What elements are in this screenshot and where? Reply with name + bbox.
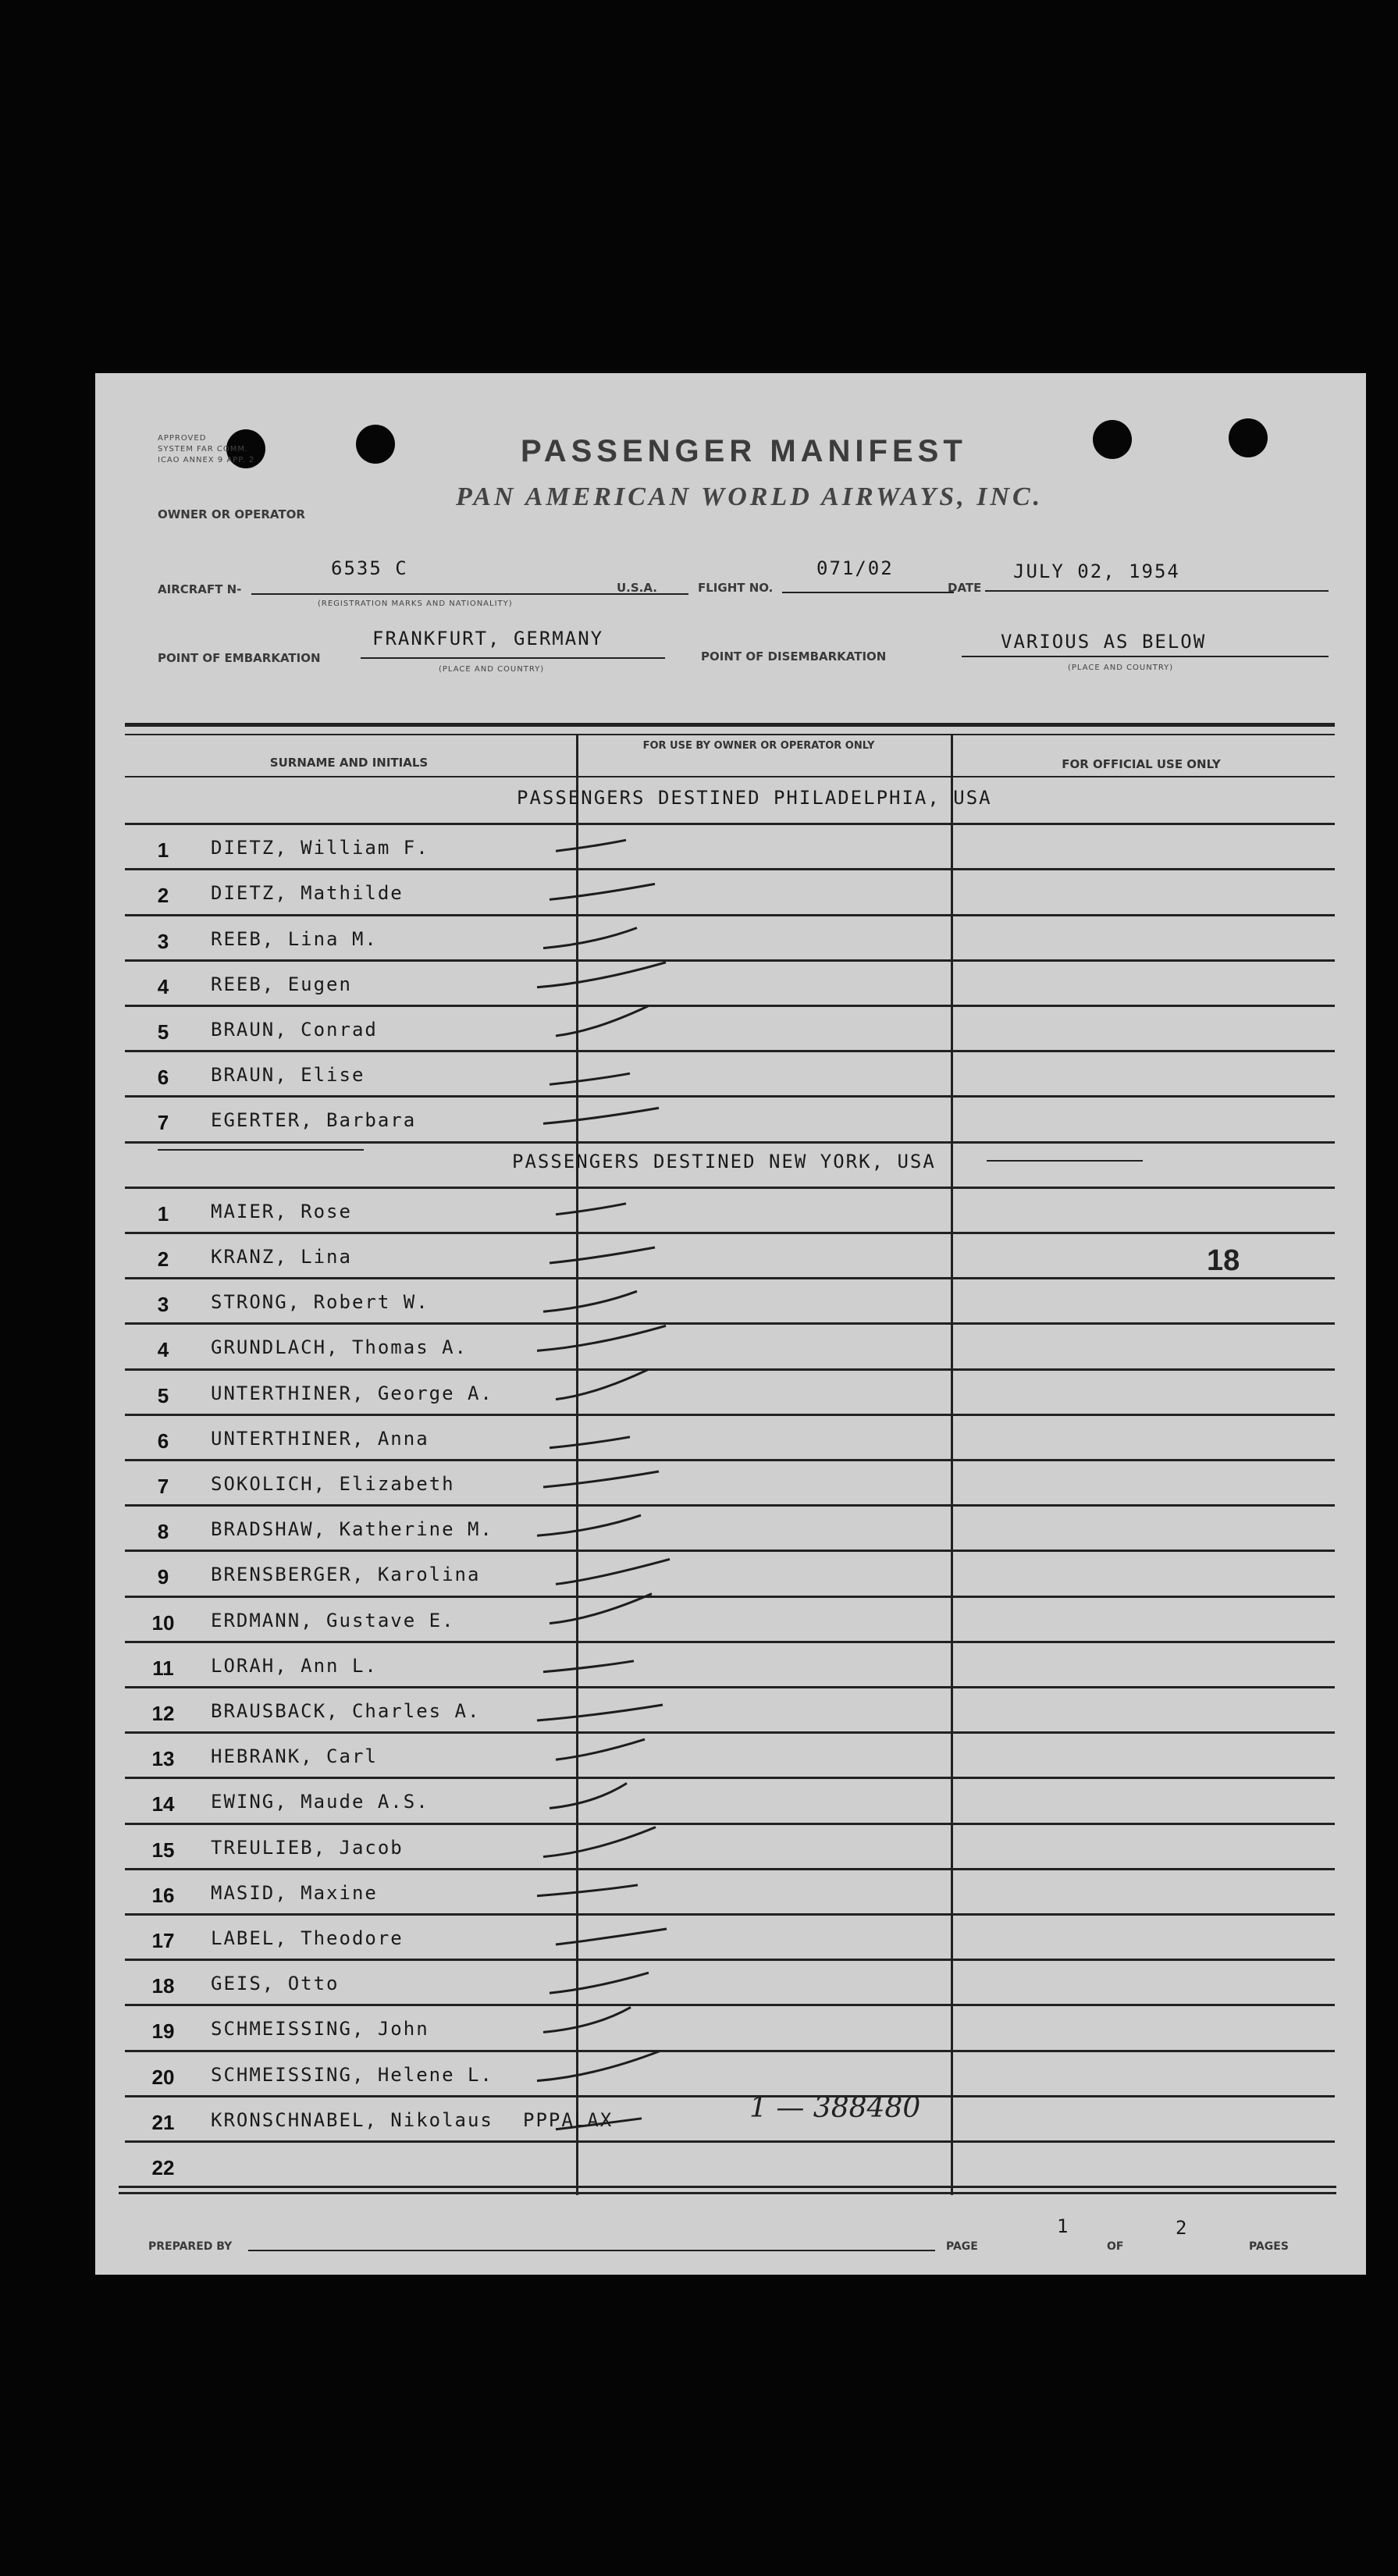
check-mark xyxy=(550,1783,627,1808)
row-number: 2 xyxy=(157,1247,169,1271)
row-number: 5 xyxy=(157,1020,169,1044)
aircraft-label: AIRCRAFT N- xyxy=(158,582,242,596)
passenger-name: KRANZ, Lina xyxy=(211,1246,352,1268)
passenger-name: BRADSHAW, Katherine M. xyxy=(211,1518,493,1541)
section-heading: PASSENGERS DESTINED PHILADELPHIA, USA xyxy=(517,787,992,809)
check-mark xyxy=(537,1885,638,1896)
passenger-note: PPPALAX xyxy=(523,2108,614,2131)
row-number: 17 xyxy=(151,1929,175,1952)
passenger-name: REEB, Lina M. xyxy=(211,927,378,950)
row-number: 1 xyxy=(157,1201,169,1226)
passenger-name: TREULIEB, Jacob xyxy=(211,1836,404,1859)
row-number: 10 xyxy=(151,1610,175,1635)
owner-label: OWNER OR OPERATOR xyxy=(158,507,305,521)
check-mark xyxy=(550,1594,652,1624)
passenger-name: MASID, Maxine xyxy=(211,1881,378,1904)
registration-note: (REGISTRATION MARKS AND NATIONALITY) xyxy=(318,600,513,608)
passenger-name: DIETZ, Mathilde xyxy=(211,882,404,905)
passenger-name: HEBRANK, Carl xyxy=(211,1745,378,1768)
passenger-name: KRONSCHNABEL, Nikolaus xyxy=(211,2108,493,2131)
approval-line-2: SYSTEM FAR COMM. xyxy=(158,445,249,454)
column-header-official-use: FOR OFFICIAL USE ONLY xyxy=(1062,757,1221,771)
check-mark xyxy=(537,1705,663,1720)
check-mark xyxy=(556,840,626,851)
check-mark xyxy=(550,1973,649,1993)
check-mark xyxy=(543,1291,637,1311)
check-mark xyxy=(556,1370,648,1400)
check-mark xyxy=(537,962,666,987)
row-number: 18 xyxy=(151,1974,175,1998)
passenger-name: MAIER, Rose xyxy=(211,1200,352,1222)
row-number: 8 xyxy=(157,1520,169,1544)
check-mark xyxy=(543,1661,634,1672)
disembark-label: POINT OF DISEMBARKATION xyxy=(701,649,887,664)
check-mark xyxy=(550,1247,655,1263)
row-number: 6 xyxy=(157,1066,169,1090)
table-bottom-rule xyxy=(119,2186,1336,2188)
embark-label: POINT OF EMBARKATION xyxy=(158,651,321,665)
row-number: 11 xyxy=(152,1656,174,1680)
passenger-name: ERDMANN, Gustave E. xyxy=(211,1609,455,1631)
passenger-name: BRAUSBACK, Charles A. xyxy=(211,1700,481,1722)
row-number: 4 xyxy=(157,1338,169,1362)
row-number: 13 xyxy=(151,1747,175,1771)
of-value: 2 xyxy=(1176,2217,1189,2239)
passenger-name: REEB, Eugen xyxy=(211,973,352,995)
row-number: 9 xyxy=(157,1565,169,1589)
prepared-by-line xyxy=(248,2250,935,2251)
usa-label: U.S.A. xyxy=(617,581,657,595)
row-number: 4 xyxy=(157,974,169,998)
manifest-sheet xyxy=(95,373,1366,2275)
passenger-name: BRAUN, Elise xyxy=(211,1064,365,1087)
passenger-name: GRUNDLACH, Thomas A. xyxy=(211,1336,468,1359)
check-mark xyxy=(543,2007,631,2032)
row-number: 12 xyxy=(151,1702,175,1725)
page-value: 1 xyxy=(1057,2215,1070,2237)
check-marks xyxy=(95,373,1366,2275)
check-mark xyxy=(556,1929,667,1944)
check-mark xyxy=(556,2119,642,2129)
row-number: 7 xyxy=(157,1475,169,1498)
passenger-name: LORAH, Ann L. xyxy=(211,1654,378,1677)
aircraft-value: 6535 C xyxy=(331,557,408,579)
passenger-name: BRENSBERGER, Karolina xyxy=(211,1564,481,1586)
airline-name: PAN AMERICAN WORLD AIRWAYS, INC. xyxy=(456,482,1044,511)
column-header-surname: SURNAME AND INITIALS xyxy=(269,756,429,770)
embark-note: (PLACE AND COUNTRY) xyxy=(439,665,545,674)
handwritten-row21-note: 1 — 388480 xyxy=(749,2092,921,2124)
passenger-name: STRONG, Robert W. xyxy=(211,1291,429,1314)
row-number: 3 xyxy=(157,1293,169,1317)
passenger-name: SOKOLICH, Elizabeth xyxy=(211,1473,455,1495)
approval-line-1: APPROVED xyxy=(158,434,207,443)
row-number: 2 xyxy=(157,884,169,908)
flight-value: 071/02 xyxy=(816,557,894,579)
table-bottom-rule-2 xyxy=(119,2192,1336,2194)
date-label: DATE xyxy=(948,581,982,595)
passenger-name: UNTERTHINER, Anna xyxy=(211,1427,429,1450)
row-number: 3 xyxy=(157,929,169,953)
embark-value: FRANKFURT, GERMANY xyxy=(372,628,604,649)
row-number: 22 xyxy=(151,2156,175,2179)
of-label: OF xyxy=(1107,2240,1124,2253)
check-mark xyxy=(537,2051,660,2081)
row-number: 6 xyxy=(157,1429,169,1453)
passenger-name: UNTERTHINER, George A. xyxy=(211,1382,493,1404)
disembark-value: VARIOUS AS BELOW xyxy=(1001,631,1207,653)
approval-line-3: ICAO ANNEX 9 APP. 2 xyxy=(158,456,255,464)
check-mark xyxy=(543,1471,659,1487)
row-number: 21 xyxy=(151,2110,175,2134)
check-mark xyxy=(543,1827,656,1857)
row-number: 7 xyxy=(157,1111,169,1135)
check-mark xyxy=(556,1006,648,1036)
flight-label: FLIGHT NO. xyxy=(698,581,774,595)
passenger-name: LABEL, Theodore xyxy=(211,1927,404,1949)
check-mark xyxy=(556,1739,645,1759)
check-mark xyxy=(543,1108,659,1123)
passenger-name: EWING, Maude A.S. xyxy=(211,1791,429,1813)
column-header-owner-use: FOR USE BY OWNER OR OPERATOR ONLY xyxy=(642,740,875,752)
passenger-name: EGERTER, Barbara xyxy=(211,1109,417,1132)
check-mark xyxy=(537,1325,666,1350)
pages-label: PAGES xyxy=(1249,2240,1289,2253)
form-title: PASSENGER MANIFEST xyxy=(521,434,967,468)
disembark-note: (PLACE AND COUNTRY) xyxy=(1068,664,1174,672)
passenger-name: DIETZ, William F. xyxy=(211,837,429,859)
handwritten-official-count: 18 xyxy=(1207,1244,1240,1277)
check-mark xyxy=(537,1515,641,1535)
prepared-by-label: PREPARED BY xyxy=(148,2240,233,2253)
row-number: 20 xyxy=(151,2065,175,2089)
passenger-name: BRAUN, Conrad xyxy=(211,1019,378,1041)
page-label: PAGE xyxy=(946,2240,978,2253)
row-number: 15 xyxy=(151,1838,175,1862)
row-number: 1 xyxy=(157,838,169,863)
passenger-name: SCHMEISSING, Helene L. xyxy=(211,2063,493,2086)
check-mark xyxy=(543,928,637,948)
row-number: 19 xyxy=(151,2019,175,2044)
check-mark xyxy=(550,1437,630,1448)
row-number: 5 xyxy=(157,1383,169,1407)
check-mark xyxy=(556,1559,670,1584)
section-heading: PASSENGERS DESTINED NEW YORK, USA xyxy=(512,1150,936,1172)
check-mark xyxy=(556,1204,626,1215)
row-number: 14 xyxy=(151,1792,175,1816)
check-mark xyxy=(550,884,655,899)
check-mark xyxy=(550,1073,630,1084)
row-number: 16 xyxy=(151,1883,175,1907)
date-value: JULY 02, 1954 xyxy=(1013,560,1180,582)
passenger-name: GEIS, Otto xyxy=(211,1973,340,1995)
passenger-name: SCHMEISSING, John xyxy=(211,2018,429,2041)
